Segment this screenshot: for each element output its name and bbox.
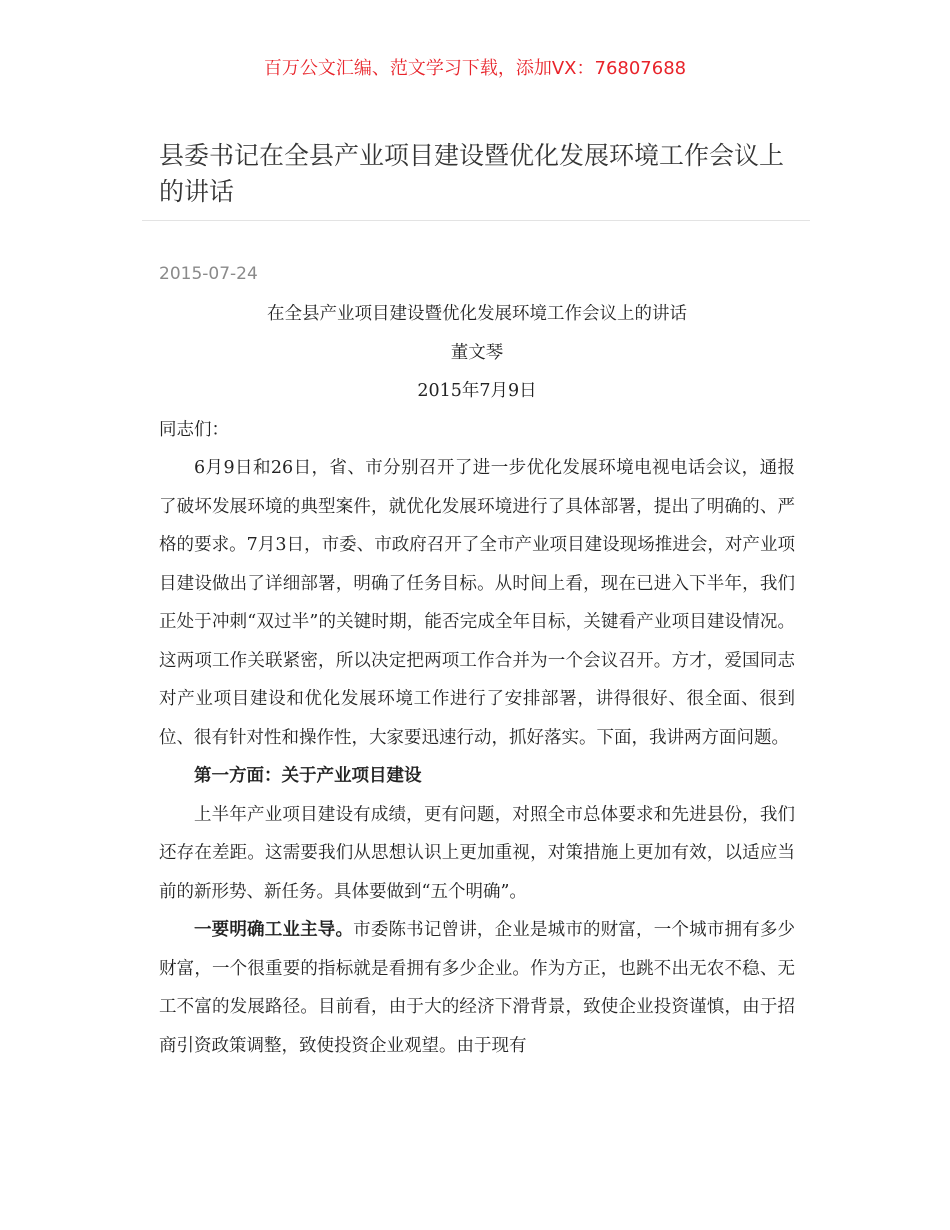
page-title: 县委书记在全县产业项目建设暨优化发展环境工作会议上的讲话 <box>159 141 785 206</box>
article-body <box>159 295 795 1065</box>
paragraph-point1 <box>159 911 795 1065</box>
paragraph-section1: 上半年产业项目建设有成绩，更有问题，对照全市总体要求和先进县份，我们还存在差距。这需要我们从思想认识上更加重视，对策措施上更加有效，以适应当前的新形势、新任务。具体要做到“五个明确”。 <box>159 804 795 902</box>
paragraph-intro: 6月9日和26日，省、市分别召开了进一步优化发展环境电视电话会议，通报了破坏发展环境的典型案件，就优化发展环境进行了具体部署，提出了明确的、严格的要求。7月3日，市委、市政府召开了全市产业项目建设现场推进会，对产业项目建设做出了详细部署，明确了任务目标。从时间上看，现在已进入下半年，我们正处于冲刺“双过半”的关键时期，能否完成全年目标，关键看产业项目建设情况。这两项工作关联紧密，所以决定把两项工作合并为一个会议召开。方才，爱国同志对产业项目建设和优化发展环境工作进行了安排部署，讲得很好、很全面、很到位、很有针对性和操作性，大家要迅速行动，抓好落实。下面，我讲两方面问题。 <box>159 458 795 748</box>
title-divider <box>142 220 810 221</box>
promo-banner: 百万公文汇编、范文学习下载，添加VX：76807688 <box>263 58 687 79</box>
publish-date: 2015-07-24 <box>159 264 258 284</box>
section-heading-text: 第一方面：关于产业项目建设 <box>194 766 422 786</box>
point1-text: 市委陈书记曾讲，企业是城市的财富，一个城市拥有多少财富，一个很重要的指标就是看拥有多少企业。作为方正，也跳不出无农不稳、无工不富的发展路径。目前看，由于大的经济下滑背景，致使企业投资谨慎，由于招商引资政策调整，致使投资企业观望。由于现有 <box>159 920 796 1056</box>
speech-heading: 在全县产业项目建设暨优化发展环境工作会议上的讲话 <box>267 304 687 324</box>
point1-lead: 一要明确工业主导。 <box>194 920 354 940</box>
speech-author: 董文琴 <box>450 342 504 363</box>
speech-date: 2015年7月9日 <box>417 381 537 401</box>
salutation: 同志们： <box>159 419 229 440</box>
section-heading <box>159 757 795 796</box>
